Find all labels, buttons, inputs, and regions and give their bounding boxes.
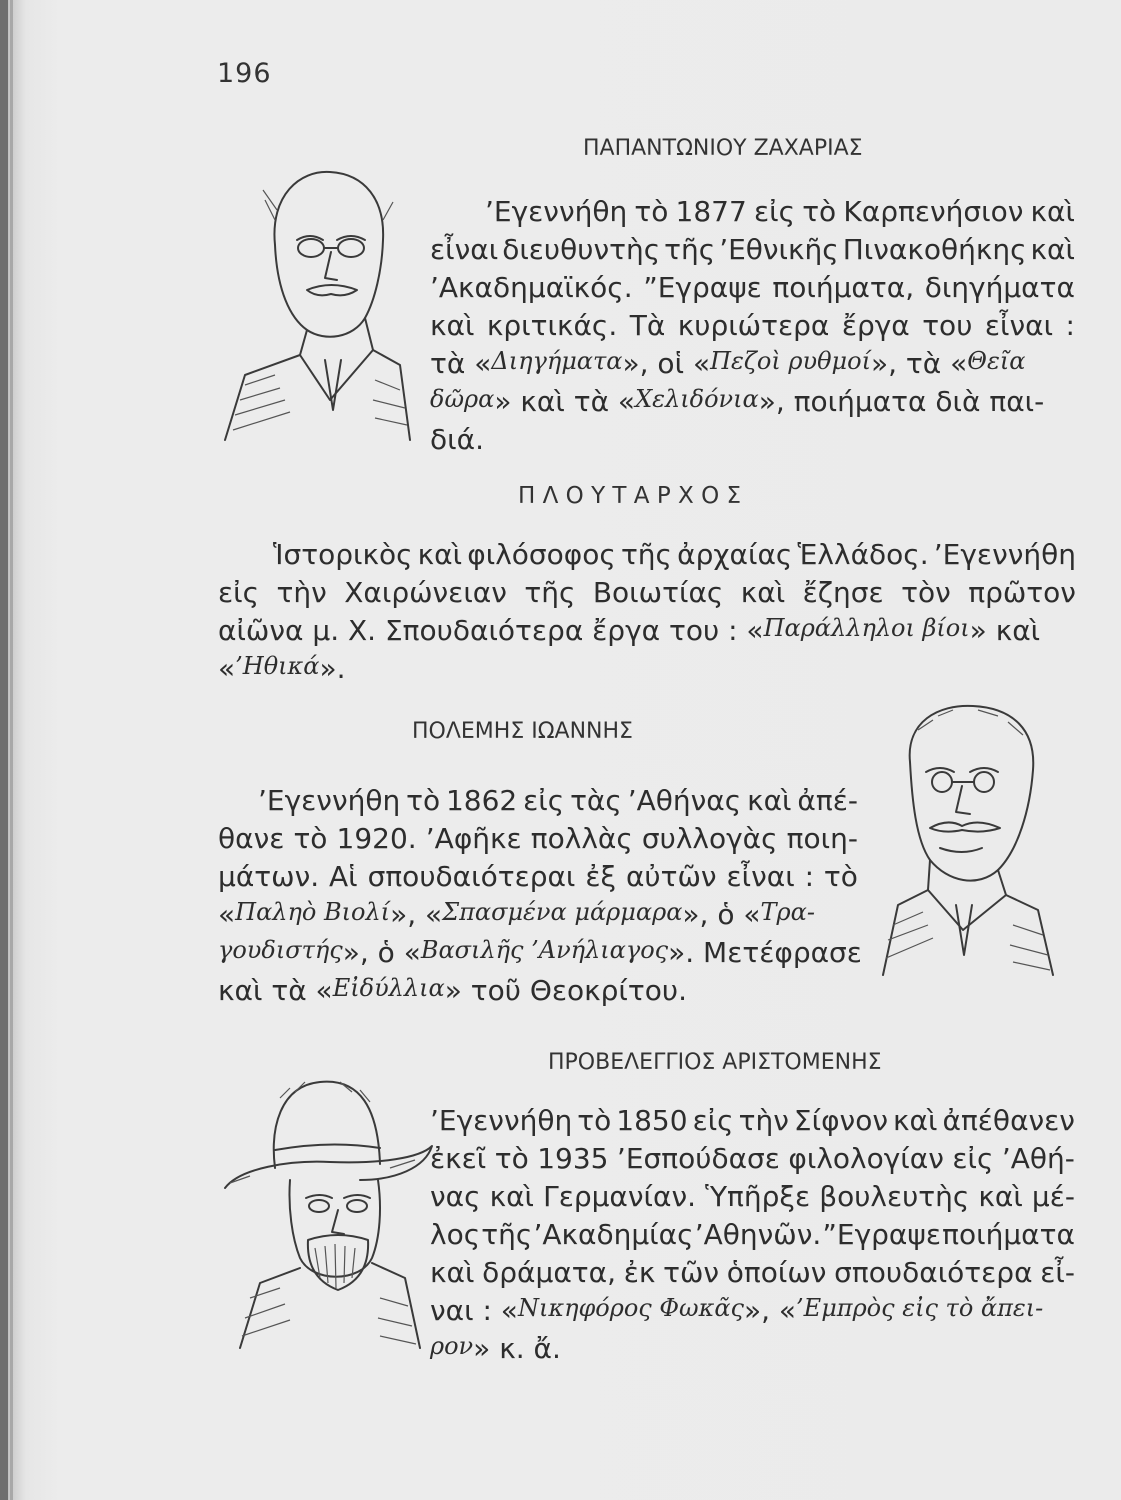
text-line: τὰ « Διηγήματα », οἱ « Πεζοὶ ρυθμοί », τὰ « Θεῖα bbox=[430, 347, 1026, 380]
text-line: εἶναι διευθυντὴς τῆς ’Εθνικῆς Πινακοθήκης καὶ bbox=[430, 233, 1075, 266]
text-line: καὶ δράματα, ἐκ τῶν ὁποίων σπουδαιότερα εἶ- bbox=[430, 1256, 1075, 1289]
page-number: 196 bbox=[217, 58, 272, 89]
book-spine bbox=[0, 0, 8, 1500]
text-line: καὶ τὰ « Εἰδύλλια » τοῦ Θεοκρίτου. bbox=[218, 974, 687, 1007]
text-line: αἰῶνα μ. Χ. Σπουδαιότερα ἔργα του : « Παράλληλοι βίοι » καὶ bbox=[218, 614, 1041, 647]
entry-heading-ploutarchos: Π Λ Ο Υ Τ Α Ρ Χ Ο Σ bbox=[518, 483, 742, 509]
text-line: νας καὶ Γερμανίαν. Ὑπῆρξε βουλευτὴς καὶ μέ- bbox=[430, 1180, 1075, 1213]
text-line: λος τῆς ’Ακαδημίας ’Αθηνῶν. ”Εγραψε ποιήματα bbox=[430, 1218, 1075, 1251]
text-line: εἰς τὴν Χαιρώνειαν τῆς Βοιωτίας καὶ ἔζησε τὸν πρῶτον bbox=[218, 576, 1076, 609]
text-line: καὶ κριτικάς. Τὰ κυριώτερα ἔργα του εἶναι : bbox=[430, 309, 1075, 342]
text-line: γουδιστής », ὁ « Βασιλῆς ’Ανήλιαγος ». Μετέφρασε bbox=[218, 936, 862, 969]
portrait-polemis bbox=[878, 700, 1058, 985]
text-line: ’Εγεννήθη τὸ 1850 εἰς τὴν Σίφνον καὶ ἀπέθανεν bbox=[430, 1104, 1075, 1137]
text-line: διά. bbox=[430, 423, 484, 456]
text-line: ’Εγεννήθη τὸ 1862 εἰς τὰς ’Αθήνας καὶ ἀπέ- bbox=[258, 784, 858, 817]
text-line: δῶρα » καὶ τὰ « Χελιδόνια », ποιήματα διὰ παι- bbox=[430, 385, 1045, 418]
text-line: ναι : « Νικηφόρος Φωκᾶς », « ’Εμπρὸς εἰς τὸ ἄπει- bbox=[430, 1294, 1044, 1327]
text-line: ’Εγεννήθη τὸ 1877 εἰς τὸ Καρπενήσιον καὶ bbox=[485, 195, 1075, 228]
text-line: « Παληὸ Βιολί », « Σπασμένα μάρμαρα », ὁ « Τρα- bbox=[218, 898, 815, 931]
text-line: μάτων. Αἱ σπουδαιότεραι ἐξ αὐτῶν εἶναι : τὸ bbox=[218, 860, 858, 893]
page-edge bbox=[10, 0, 13, 1500]
entry-heading-papantoniou: ΠΑΠΑΝΤΩΝΙΟΥ ΖΑΧΑΡΙΑΣ bbox=[583, 136, 863, 161]
text-line: ’Ακαδημαϊκός. ”Εγραψε ποιήματα, διηγήματα bbox=[430, 271, 1075, 304]
text-line: θανε τὸ 1920. ’Αφῆκε πολλὰς συλλογὰς ποιη- bbox=[218, 822, 858, 855]
portrait-papantoniou bbox=[215, 160, 415, 450]
text-line: ρον » κ. ἄ. bbox=[430, 1332, 561, 1365]
entry-heading-provelengios: ΠΡΟΒΕΛΕΓΓΙΟΣ ΑΡΙΣΤΟΜΕΝΗΣ bbox=[548, 1050, 882, 1075]
text-line: Ἱστορικὸς καὶ φιλόσοφος τῆς ἀρχαίας Ἑλλάδος. ’Εγεννήθη bbox=[273, 538, 1076, 571]
entry-heading-polemis: ΠΟΛΕΜΗΣ ΙΩΑΝΝΗΣ bbox=[412, 719, 633, 744]
text-line: ἐκεῖ τὸ 1935 ’Εσπούδασε φιλολογίαν εἰς ’Αθή- bbox=[430, 1142, 1075, 1175]
text-line: « ’Ηθικά ». bbox=[218, 652, 346, 685]
portrait-provelengios bbox=[220, 1068, 435, 1353]
